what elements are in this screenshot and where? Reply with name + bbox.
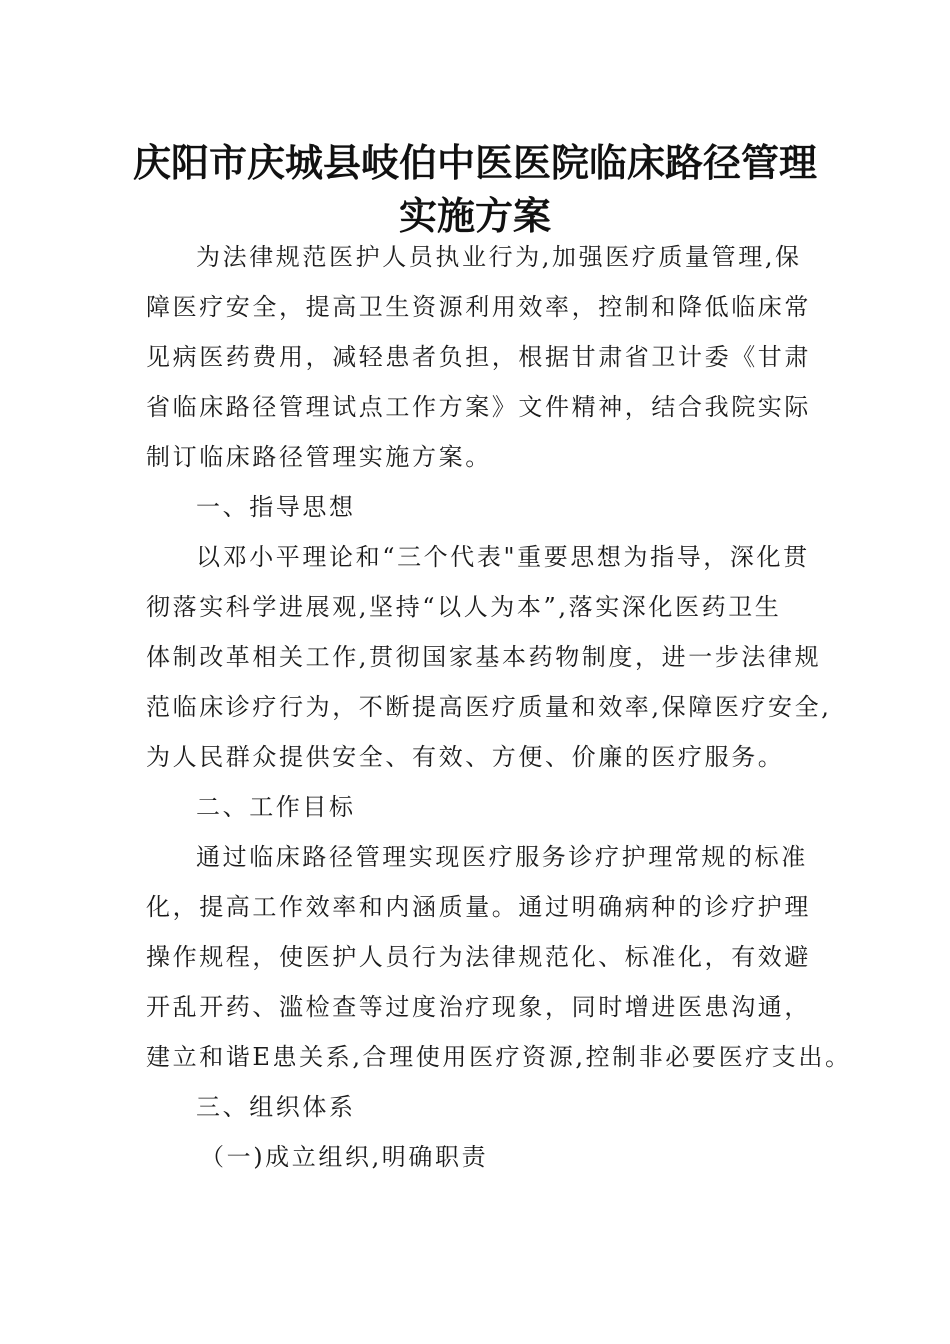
paragraph-line: 建立和谐E患关系,合理使用医疗资源,控制非必要医疗支出。 <box>146 1043 852 1071</box>
document-title: 庆阳市庆城县岐伯中医医院临床路径管理 <box>132 140 817 185</box>
paragraph-line: 开乱开药、滥检查等过度治疗现象，同时增进医患沟通， <box>146 993 811 1021</box>
section-heading: 二、工作目标 <box>196 793 356 821</box>
paragraph-line: 为法律规范医护人员执业行为,加强医疗质量管理,保 <box>196 243 802 271</box>
subsection-heading: （一)成立组织,明确职责 <box>200 1143 489 1171</box>
paragraph-line: 彻落实科学进展观,坚持“以人为本”,落实深化医药卫生 <box>146 593 782 621</box>
paragraph-line: 以邓小平理论和“三个代表"重要思想为指导，深化贯 <box>196 543 810 571</box>
paragraph-line: 为人民群众提供安全、有效、方便、价廉的医疗服务。 <box>146 743 785 771</box>
paragraph-line: 化，提高工作效率和内涵质量。通过明确病种的诊疗护理 <box>146 893 811 921</box>
paragraph-line: 障医疗安全，提高卫生资源利用效率，控制和降低临床常 <box>146 293 811 321</box>
paragraph-line: 省临床路径管理试点工作方案》文件精神，结合我院实际 <box>146 393 811 421</box>
paragraph-line: 通过临床路径管理实现医疗服务诊疗护理常规的标准 <box>196 843 808 871</box>
paragraph-line: 制订临床路径管理实施方案。 <box>146 443 492 471</box>
paragraph-line: 操作规程，使医护人员行为法律规范化、标准化，有效避 <box>146 943 811 971</box>
document-title-line2: 实施方案 <box>398 193 551 238</box>
section-heading: 三、组织体系 <box>196 1093 356 1121</box>
section-heading: 一、指导思想 <box>196 493 356 521</box>
paragraph-line: 见病医药费用，减轻患者负担，根据甘肃省卫计委《甘肃 <box>146 343 811 371</box>
paragraph-line: 体制改革相关工作,贯彻国家基本药物制度，进一步法律规 <box>146 643 822 671</box>
paragraph-line: 范临床诊疗行为，不断提高医疗质量和效率,保障医疗安全, <box>146 693 832 721</box>
